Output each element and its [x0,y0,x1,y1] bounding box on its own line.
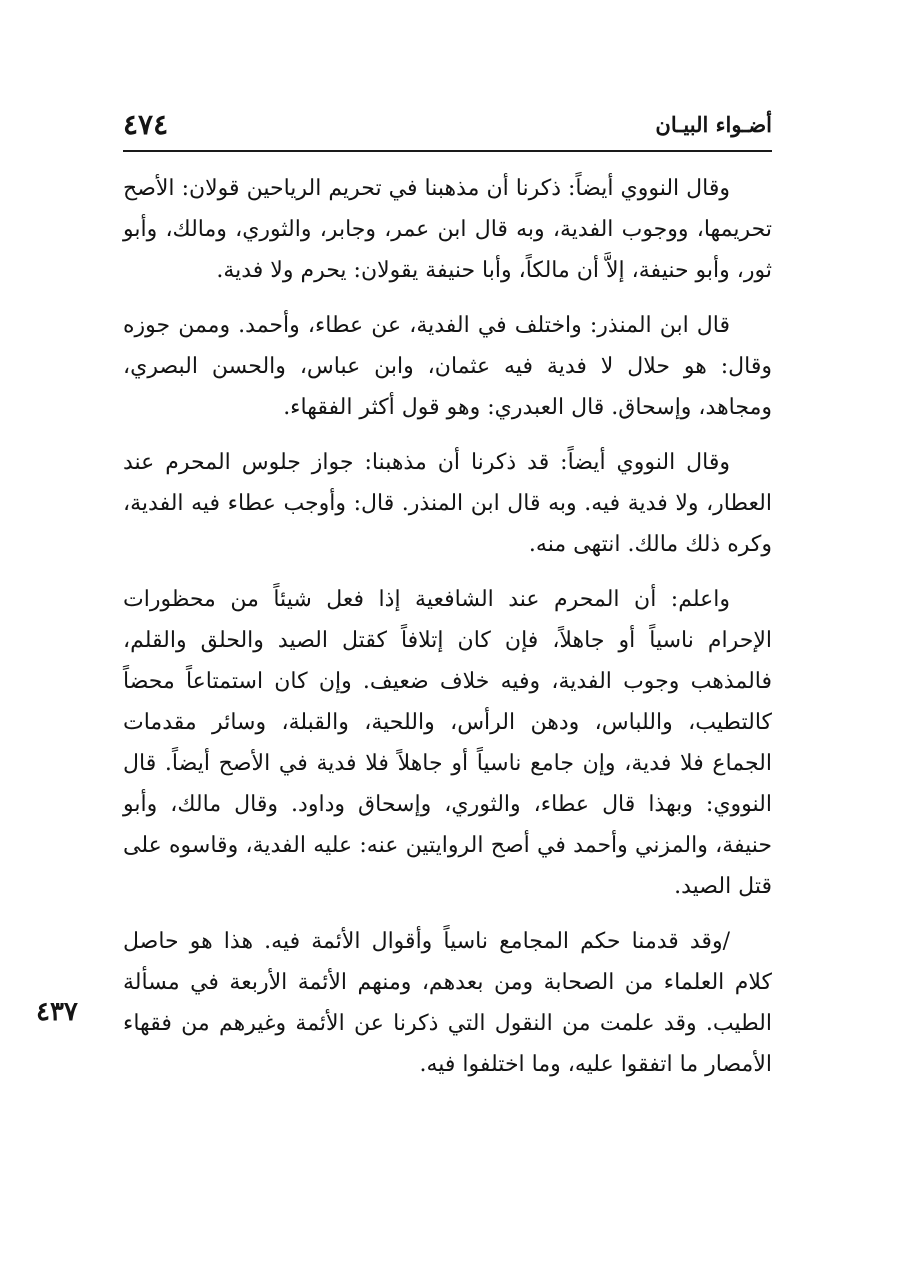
running-title: أضـواء البيـان [655,112,772,137]
paragraph: /وقد قدمنا حكم المجامع ناسياً وأقوال الأئمة فيه. هذا هو حاصل كلام العلماء من الصحابة ومن بعدهم، ومنهم الأئمة الأربعة في مسألة الطيب. وقد علمت من النقول التي ذكرنا عن الأئمة وغيرهم من فقهاء الأمصار ما اتفقوا عليه، وما اختلفوا فيه. [123,929,772,1077]
paragraph: وقال النووي أيضاً: قد ذكرنا أن مذهبنا: جواز جلوس المحرم عند العطار، ولا فدية فيه. وبه قال ابن المنذر. قال: وأوجب عطاء فيه الفدية، وكره ذلك مالك. انتهى منه. [123,450,772,557]
main-text [123,168,772,1099]
running-header [123,110,772,148]
page-number: ٤٧٤ [123,108,169,141]
paragraph: واعلم: أن المحرم عند الشافعية إذا فعل شيئاً من محظورات الإحرام ناسياً أو جاهلاً، فإن كان إتلافاً كقتل الصيد والحلق والقلم، فالمذهب وجوب الفدية، وفيه خلاف ضعيف. وإن كان استمتاعاً محضاً كالتطيب، واللباس، ودهن الرأس، واللحية، والقبلة، وسائر مقدمات الجماع فلا فدية، وإن جامع ناسياً أو جاهلاً فلا فدية في الأصح أيضاً. قال النووي: وبهذا قال عطاء، والثوري، وإسحاق وداود. وقال مالك، وأبو حنيفة، والمزني وأحمد في أصح الروايتين عنه: عليه الفدية، وقاسوه على قتل الصيد. [123,587,772,899]
margin-page-reference: ٤٣٧ [36,997,78,1027]
paragraph: قال ابن المنذر: واختلف في الفدية، عن عطاء، وأحمد. وممن جوزه وقال: هو حلال لا فدية فيه عثمان، وابن عباس، والحسن البصري، ومجاهد، وإسحاق. قال العبدري: وهو قول أكثر الفقهاء. [123,313,772,420]
paragraph: وقال النووي أيضاً: ذكرنا أن مذهبنا في تحريم الرياحين قولان: الأصح تحريمها، ووجوب الفدية، وبه قال ابن عمر، وجابر، والثوري، ومالك، وأبو ثور، وأبو حنيفة، إلاَّ أن مالكاً، وأبا حنيفة يقولان: يحرم ولا فدية. [123,176,772,283]
header-rule [123,150,772,152]
